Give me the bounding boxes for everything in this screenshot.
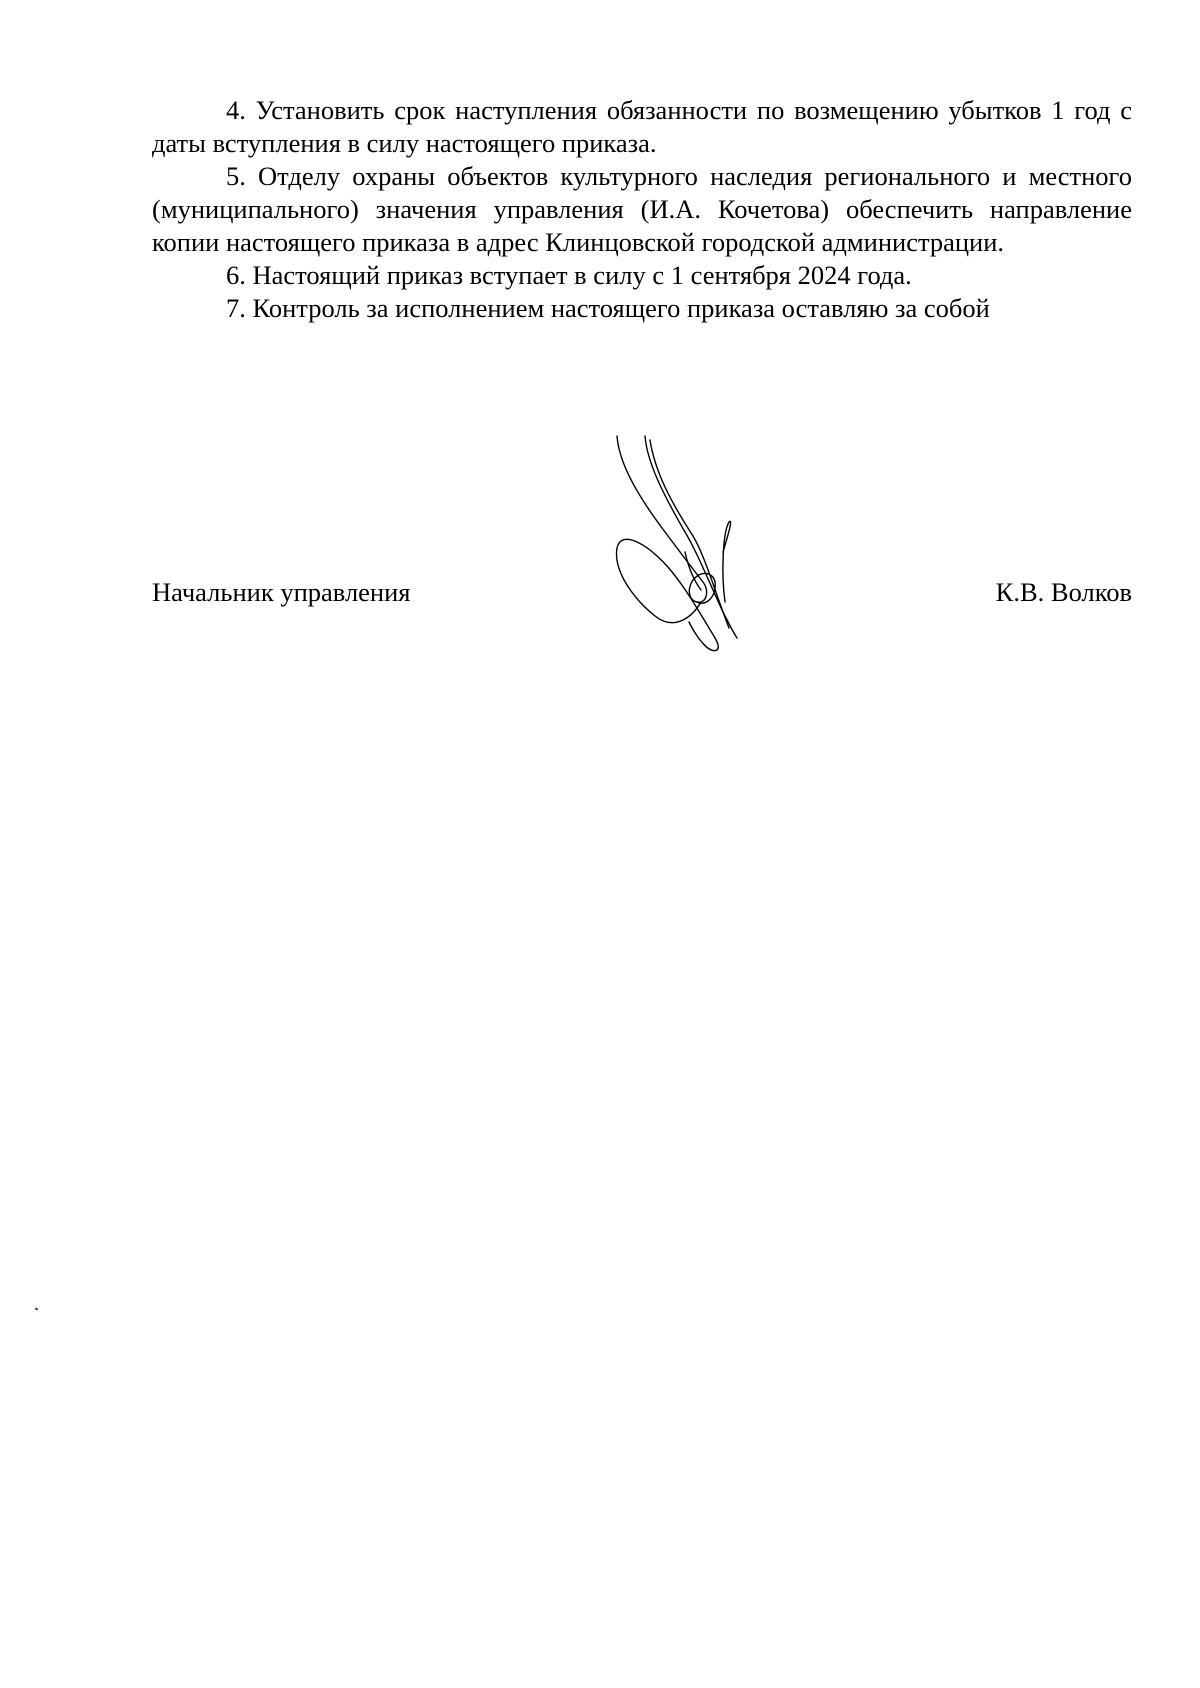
signatory-name: К.В. Волков	[995, 577, 1132, 607]
paragraph-item-7: 7. Контроль за исполнением настоящего приказа оставляю за собой	[226, 293, 990, 323]
order-body	[152, 94, 1132, 325]
paragraph-item-6: 6. Настоящий приказ вступает в силу с 1 сентября 2024 года.	[226, 260, 912, 290]
signatory-position: Начальник управления	[152, 577, 411, 607]
scan-speck	[35, 1307, 39, 1310]
signature-block	[152, 576, 1132, 616]
paragraph-item-4: 4. Установить срок наступления обязанности по возмещению убытков 1 год с даты вступления в силу настоящего приказа.	[152, 95, 1132, 158]
paragraph-item-5: 5. Отделу охраны объектов культурного наследия регионального и местного (муниципального) значения управления (И.А. Кочетова) обеспечить направление копии настоящего приказа в адрес Клинцовской городской администрации.	[152, 161, 1132, 257]
handwritten-signature	[605, 432, 765, 657]
